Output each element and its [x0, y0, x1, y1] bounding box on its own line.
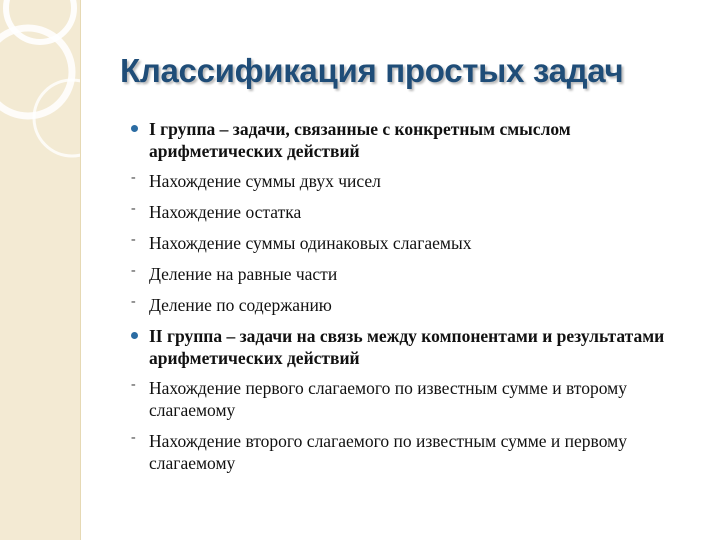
- list-item-text: Деление на равные части: [149, 264, 338, 284]
- list-item: [130, 430, 690, 474]
- bullet-dot-icon: [131, 332, 138, 339]
- list-item-group: [130, 118, 690, 162]
- dash-icon: -: [131, 377, 136, 392]
- decorative-circles: [0, 0, 80, 540]
- dash-icon: -: [131, 170, 136, 185]
- list-item-text: I группа – задачи, связанные с конкретным смыслом арифметических действий: [149, 119, 571, 161]
- list-item: [130, 201, 690, 223]
- list-item-text: Нахождение суммы двух чисел: [149, 171, 381, 191]
- list-item-text: Нахождение суммы одинаковых слагаемых: [149, 233, 472, 253]
- list-item: [130, 263, 690, 285]
- list-item: [130, 377, 690, 421]
- bullet-list: [130, 118, 690, 483]
- dash-icon: -: [131, 201, 136, 216]
- list-item-text: Нахождение остатка: [149, 202, 302, 222]
- list-item: [130, 232, 690, 254]
- list-item: [130, 294, 690, 316]
- bullet-dot-icon: [131, 125, 138, 132]
- list-item-text: Нахождение второго слагаемого по известным сумме и первому слагаемому: [149, 431, 627, 473]
- slide-title: Классификация простых задач: [120, 52, 624, 89]
- list-item-text: Деление по содержанию: [149, 295, 332, 315]
- list-item-text: Нахождение первого слагаемого по известным сумме и второму слагаемому: [149, 378, 627, 420]
- dash-icon: -: [131, 232, 136, 247]
- list-item-group: [130, 325, 690, 369]
- decorative-sidebar: [0, 0, 81, 540]
- dash-icon: -: [131, 294, 136, 309]
- dash-icon: -: [131, 263, 136, 278]
- list-item-text: II группа – задачи на связь между компонентами и результатами арифметических действий: [149, 326, 665, 368]
- dash-icon: -: [131, 430, 136, 445]
- list-item: [130, 170, 690, 192]
